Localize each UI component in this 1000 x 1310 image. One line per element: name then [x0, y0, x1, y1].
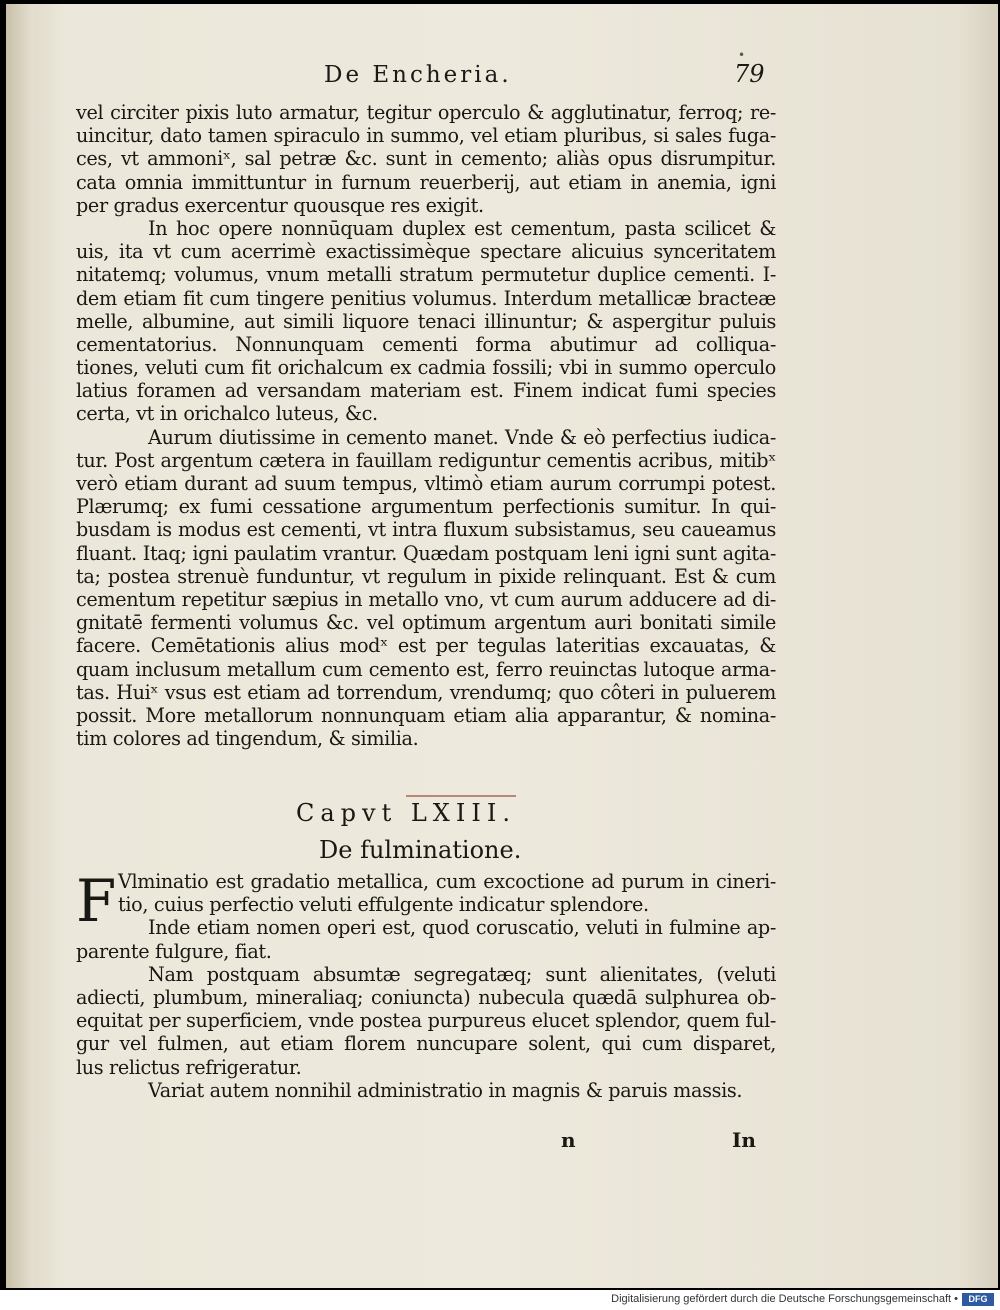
paragraph-3: [76, 426, 776, 751]
paragraph-1: [76, 101, 776, 217]
text-line: tas. Huiˣ vsus est etiam ad torrendum, vrendumq; quo côteri in puluerem: [76, 680, 776, 704]
book-page: [6, 4, 998, 1288]
text-line: tur. Post argentum cætera in fauillam rediguntur cementis acribus, mitibˣ: [76, 448, 776, 472]
main-text: [76, 101, 776, 750]
text-line: uincitur, dato tamen spiraculo in summo, vel etiam pluribus, si sales fuga-: [76, 124, 776, 148]
text-line: parente fulgure, fiat.: [76, 939, 272, 963]
text-line: dem etiam fit cum tingere penitius volumus. Interdum metallicæ bracteæ: [76, 286, 776, 310]
page-gutter: [6, 4, 34, 1288]
text-line: nitatemq; volumus, vnum metalli stratum permutetur duplice cementi. I-: [76, 263, 776, 287]
text-line: cementum repetitur sæpius in metallo vno, vt cum aurum adducere ad di-: [76, 587, 776, 611]
text-line: gnitatē fermenti volumus &c. vel optimum argentum auri bonitati simile: [76, 611, 776, 635]
text-line: uis, ita vt cum acerrimè exactissimèque spectare alicuius synceritatem: [76, 240, 776, 264]
chapter-heading: Capvt LXIII.: [296, 799, 516, 827]
text-line: gur vel fulmen, aut etiam florem nuncupare solent, qui cum disparet,: [76, 1032, 776, 1056]
text-line: adiecti, plumbum, mineraliaq; coniuncta) nubecula quædā sulphurea ob-: [76, 985, 776, 1009]
text-line: certa, vt in orichalco luteus, &c.: [76, 402, 378, 426]
ink-mark: •: [738, 48, 746, 62]
text-line: fluant. Itaq; igni paulatim vrantur. Quædam postquam leni igni sunt agita-: [76, 541, 776, 565]
paragraph-2: [76, 217, 776, 426]
signature-mark: n: [561, 1128, 576, 1152]
text-line: In hoc opere nonnūquam duplex est cementum, pasta scilicet &: [148, 216, 776, 240]
dfg-logo[interactable]: DFG: [962, 1293, 994, 1306]
text-line: equitat per superficiem, vnde postea purpureus elucet splendor, quem ful-: [76, 1009, 776, 1033]
text-line: Inde etiam nomen operi est, quod coruscatio, veluti in fulmine ap-: [148, 916, 776, 940]
attribution-text: Digitalisierung gefördert durch die Deutsche Forschungsgemeinschaft •: [611, 1293, 958, 1305]
chapter-subtitle: De fulminatione.: [319, 836, 522, 864]
text-line: lus relictus refrigeratur.: [76, 1055, 302, 1079]
text-line: busdam is modus est cementi, vt intra fluxum subsistamus, seu caueamus: [76, 518, 776, 542]
text-line: verò etiam durant ad suum tempus, vltimò etiam aurum corrumpi potest.: [76, 472, 776, 495]
text-line: Nam postquam absumtæ segregatæq; sunt alienitates, (veluti: [148, 962, 776, 986]
text-line: facere. Cemētationis alius modˣ est per tegulas lateritias excauatas, &: [76, 634, 776, 658]
text-line: ta; postea strenuè funduntur, vt regulum in pixide relinquant. Est & cum: [76, 564, 776, 588]
text-line: quam inclusum metallum cum cemento est, ferro reuinctas lutoque arma-: [76, 657, 776, 681]
text-line: Vlminatio est gradatio metallica, cum excoctione ad purum in cineri-: [118, 870, 776, 893]
text-line: possit. More metallorum nonnunquam etiam alia apparantur, & nomina-: [76, 703, 776, 727]
text-line: Variat autem nonnihil administratio in magnis & paruis massis.: [148, 1078, 743, 1102]
page-number: 79: [734, 60, 765, 88]
text-line: melle, albumine, aut simili liquore tenaci illinuntur; & aspergitur puluis: [76, 309, 776, 333]
text-line: latius foramen ad versandam materiam est. Finem indicat fumi species: [76, 379, 776, 403]
text-line: tiones, veluti cum fit orichalcum ex cadmia fossili; vbi in summo operculo: [76, 356, 776, 380]
text-line: cementatorius. Nonnunquam cementi forma abutimur ad colliqua-: [76, 332, 776, 356]
chapter-text: [76, 867, 776, 1102]
text-line: tio, cuius perfectio veluti effulgente indicatur splendore.: [118, 893, 649, 917]
running-head: De Encheria.: [324, 62, 512, 88]
text-line: per gradus exercentur quousque res exigit.: [76, 193, 484, 217]
catchword: In: [732, 1128, 756, 1152]
attribution-bar: [0, 1290, 1000, 1310]
text-line: vel circiter pixis luto armatur, tegitur operculo & agglutinatur, ferroq; re-: [76, 101, 776, 124]
text-line: ces, vt ammoniˣ, sal petræ &c. sunt in cemento; aliàs opus disrumpitur.: [76, 147, 776, 171]
text-line: tim colores ad tingendum, & similia.: [76, 727, 419, 751]
text-line: Aurum diutissime in cemento manet. Vnde & eò perfectius iudica-: [148, 425, 776, 449]
text-line: cata omnia immittuntur in furnum reuerberij, aut etiam in anemia, igni: [76, 170, 776, 194]
drop-cap-initial: F: [76, 867, 117, 935]
page-header: [6, 48, 998, 96]
text-line: Plærumq; ex fumi cessatione argumentum perfectionis sumitur. In qui-: [76, 495, 776, 519]
